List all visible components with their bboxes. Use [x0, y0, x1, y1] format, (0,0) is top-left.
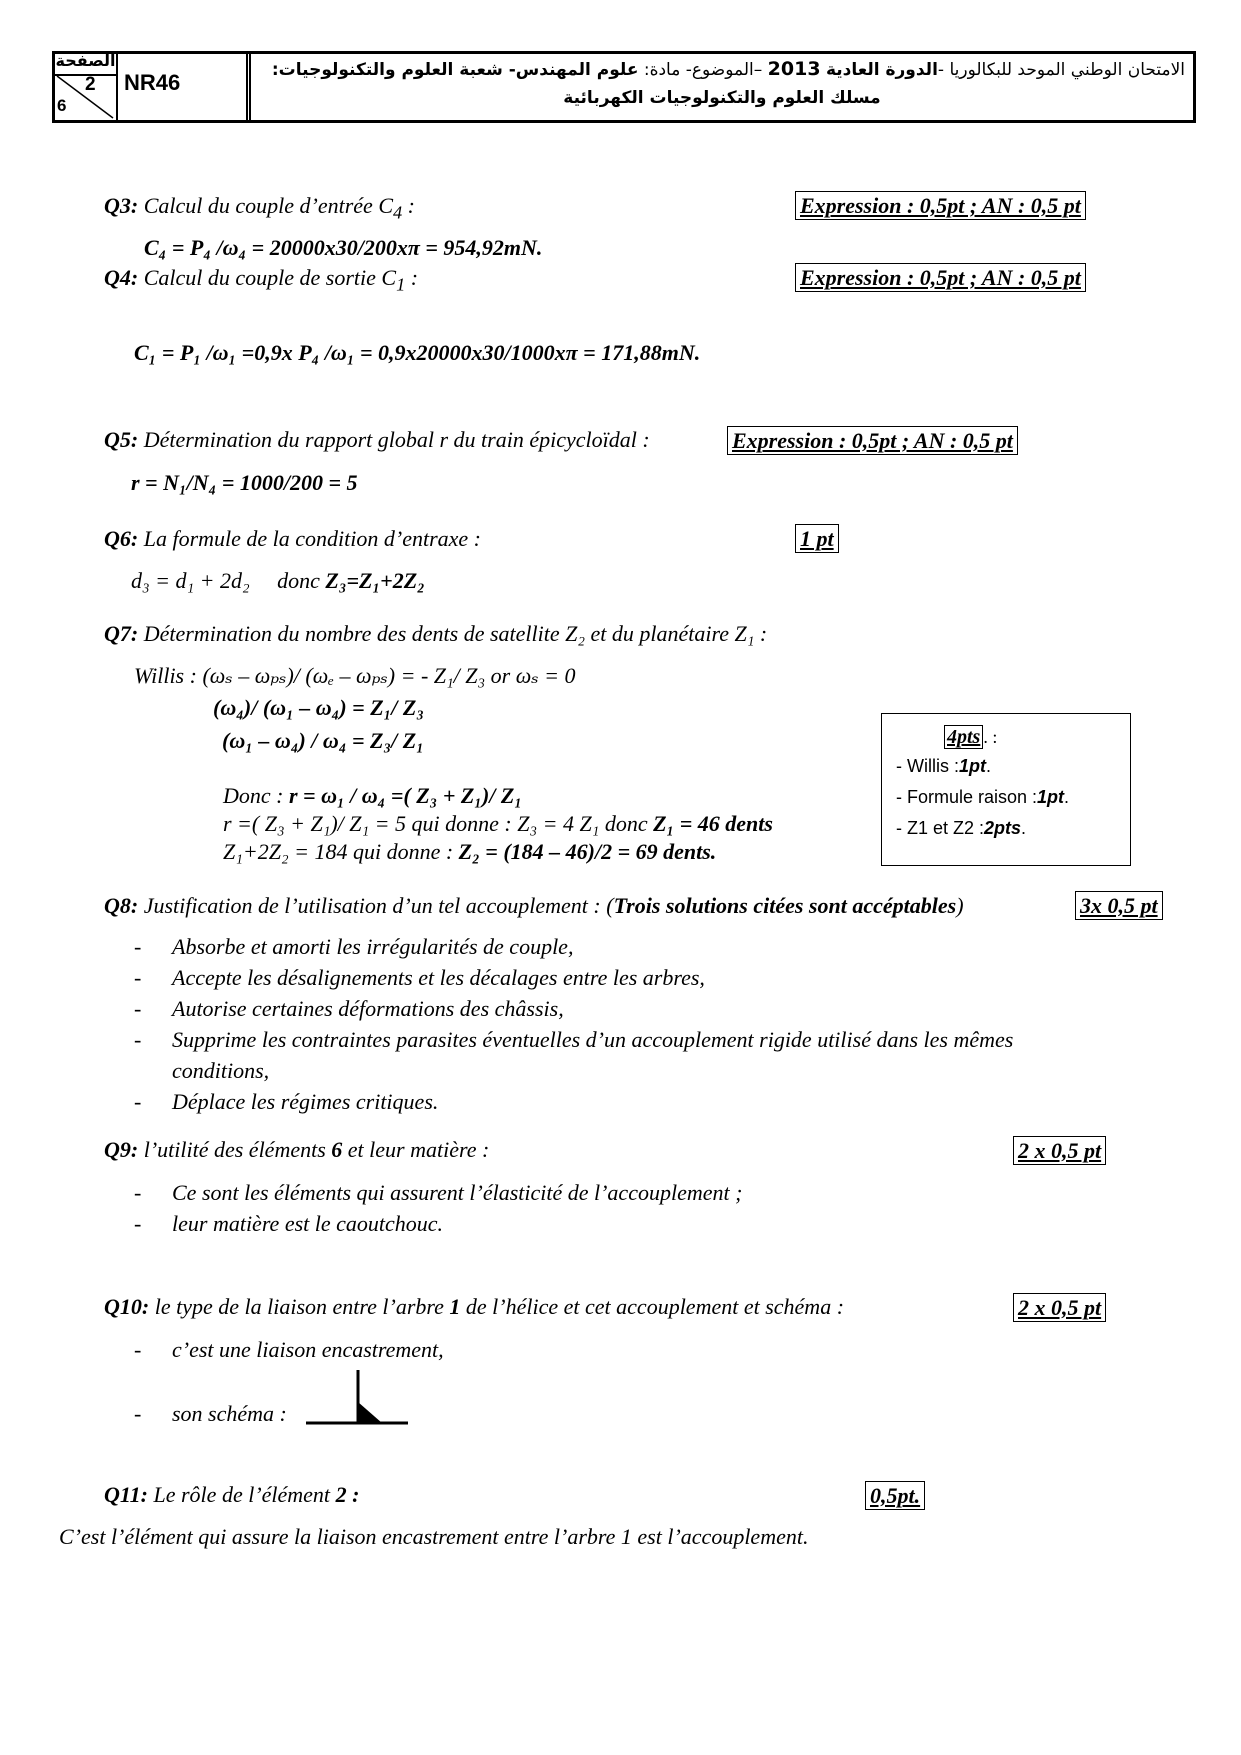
list-item-text: Ce sont les éléments qui assurent l’élasticité de l’accouplement ;	[172, 1180, 743, 1205]
q7-scoring-item	[896, 756, 991, 777]
list-item: - Supprime les contraintes parasites éventuelles d’un accouplement rigide utilisé dans les mêmes	[134, 1027, 1014, 1052]
q5-score-box: Expression : 0,5pt ; AN : 0,5 pt	[727, 426, 1018, 455]
title-session: الدورة العادية	[825, 60, 938, 80]
q7-line-r-b: Z₁ = 46 dents	[653, 811, 773, 836]
list-item-text: son schéma :	[172, 1401, 287, 1426]
q9-text-a: l’utilité des éléments	[138, 1137, 332, 1162]
q4-text: Calcul du couple de sortie C	[138, 265, 397, 290]
q7-donc-label: Donc :	[223, 783, 284, 808]
q7-line-z-a: Z₁+2Z₂ = 184 qui donne :	[223, 839, 454, 864]
q9-score-box: 2 x 0,5 pt	[1013, 1136, 1106, 1165]
q7-scoring-box	[881, 713, 1131, 866]
page-number-cell	[55, 54, 118, 120]
q6-number: Q6:	[104, 526, 139, 551]
q7-line-z	[223, 839, 716, 865]
exam-title-line2: مسلك العلوم والتكنولوجيات الكهربائية	[563, 88, 881, 108]
list-item-text: leur matière est le caoutchouc.	[172, 1211, 444, 1236]
q6-formula-a: d₃ = d₁ + 2d₂	[131, 568, 250, 593]
q9-bold: 6	[331, 1137, 343, 1162]
q3-sub: 4	[393, 202, 403, 223]
q9-text-b: et leur matière :	[342, 1137, 490, 1162]
title-part-a: الامتحان الوطني الموحد للبكالوريا -	[937, 60, 1185, 80]
q7-number: Q7:	[104, 621, 139, 646]
list-item: - Absorbe et amorti les irrégularités de couple,	[134, 934, 574, 959]
q6-question	[104, 526, 481, 552]
list-item: - Autorise certaines déformations des châssis,	[134, 996, 564, 1021]
q6-score-box: 1 pt	[795, 524, 839, 553]
list-item: - c’est une liaison encastrement,	[134, 1337, 444, 1362]
list-item-text: Absorbe et amorti les irrégularités de couple,	[172, 934, 574, 959]
q7-scoring-item	[896, 818, 1026, 839]
q5-text: Détermination du rapport global r du train épicycloïdal :	[138, 427, 650, 452]
q6-formula-b: donc	[277, 568, 320, 593]
page-total: 6	[57, 96, 67, 115]
q7-scoring-item-value: 1pt	[1037, 787, 1065, 807]
q8-bold: Trois solutions citées sont accéptables	[613, 893, 957, 918]
list-item-continuation: conditions,	[172, 1058, 270, 1083]
exam-title-line1	[272, 58, 1185, 80]
list-item-text: Accepte les désalignements et les décalages entre les arbres,	[172, 965, 705, 990]
q10-bold: 1	[449, 1294, 461, 1319]
q3-tail: :	[402, 193, 415, 218]
q10-score-box: 2 x 0,5 pt	[1013, 1293, 1106, 1322]
list-item: - leur matière est le caoutchouc.	[134, 1211, 444, 1236]
q4-formula: C₁ = P₁ /ω₁ =0,9x P₄ /ω₁ = 0,9x20000x30/1000xπ = 171,88mN.	[134, 340, 701, 365]
q5-question	[104, 427, 650, 453]
q7-scoring-item-label: - Willis :	[896, 756, 959, 776]
q6-formula	[131, 568, 425, 594]
q7-line-r-a: r =( Z₃ + Z₁)/ Z₁ = 5 qui donne : Z₃ = 4 Z₁ donc	[223, 811, 648, 836]
q8-question	[104, 893, 964, 919]
q7-scoring-item-value: 2pts	[984, 818, 1022, 838]
q7-scoring-item-tail: .	[1021, 818, 1027, 838]
page-label: الصفحة	[55, 52, 116, 76]
list-item-text: Autorise certaines déformations des châssis,	[172, 996, 564, 1021]
q7-donc-eq: r = ω₁ / ω₄ =( Z₃ + Z₁)/ Z₁	[288, 783, 523, 808]
page-num: 2	[85, 74, 96, 95]
q4-question	[104, 265, 418, 295]
q3-score-box: Expression : 0,5pt ; AN : 0,5 pt	[795, 191, 1086, 220]
exam-code: NR46	[124, 70, 181, 95]
q8-text: Justification de l’utilisation d’un tel accouplement : (	[138, 893, 614, 918]
q10-number: Q10:	[104, 1294, 150, 1319]
q7-scoring-title	[944, 726, 997, 749]
exam-header	[52, 51, 1196, 123]
exam-code-cell	[118, 54, 251, 120]
q7-willis: Willis : (ωₛ – ωₚₛ)/ (ωₑ – ωₚₛ) = - Z₁/ Z₃ or ωₛ = 0	[134, 663, 576, 688]
list-item: - son schéma :	[134, 1401, 287, 1426]
q4-tail: :	[405, 265, 419, 290]
q4-number: Q4:	[104, 265, 139, 290]
list-item: - Accepte les désalignements et les décalages entre les arbres,	[134, 965, 705, 990]
title-subject: علوم المهندس- شعبة العلوم والتكنولوجيات:	[271, 60, 639, 80]
q10-text-b: de l’hélice et cet accouplement et schéma :	[460, 1294, 845, 1319]
list-item-text: Supprime les contraintes parasites éventuelles d’un accouplement rigide utilisé dans les mêmes	[172, 1027, 1014, 1052]
q4-score-box: Expression : 0,5pt ; AN : 0,5 pt	[795, 263, 1086, 292]
q7-line-r	[223, 811, 773, 837]
q11-text-a: Le rôle de l’élément	[148, 1482, 336, 1507]
q7-line-z-b: Z₂ = (184 – 46)/2 = 69 dents.	[458, 839, 717, 864]
q7-text: Détermination du nombre des dents de satellite Z₂ et du planétaire Z₁ :	[138, 621, 768, 646]
q11-number: Q11:	[104, 1482, 148, 1507]
q3-formula: C₄ = P₄ /ω₄ = 20000x30/200xπ = 954,92mN.	[144, 235, 543, 260]
q7-scoring-item	[896, 787, 1069, 808]
q7-question	[104, 621, 767, 647]
title-part-c: –الموضوع- مادة:	[643, 60, 763, 80]
q11-score-box: 0,5pt.	[865, 1481, 925, 1510]
list-item-text: Déplace les régimes critiques.	[172, 1089, 439, 1114]
q7-scoring-item-label: - Formule raison :	[896, 787, 1038, 807]
q4-sub: 1	[396, 274, 406, 295]
embedding-joint-symbol	[304, 1368, 410, 1426]
q7-scoring-total: 4pts	[944, 725, 983, 749]
list-item-text: c’est une liaison encastrement,	[172, 1337, 444, 1362]
list-item: - Déplace les régimes critiques.	[134, 1089, 439, 1114]
q7-scoring-item-tail: .	[985, 756, 991, 776]
q7-scoring-item-value: 1pt	[958, 756, 986, 776]
q10-question	[104, 1294, 844, 1320]
q3-number: Q3:	[104, 193, 139, 218]
q3-text: Calcul du couple d’entrée C	[138, 193, 393, 218]
q11-bold: 2 :	[335, 1482, 360, 1507]
q8-number: Q8:	[104, 893, 139, 918]
q6-formula-c: Z₃=Z₁+2Z₂	[325, 568, 425, 593]
q5-formula: r = N₁/N₄ = 1000/200 = 5	[131, 470, 358, 495]
q8-tail: )	[956, 893, 964, 918]
q3-question	[104, 193, 415, 223]
q7-donc	[223, 783, 522, 809]
q9-question	[104, 1137, 489, 1163]
title-year: 2013	[767, 58, 821, 80]
q7-eq2: (ω₁ – ω₄) / ω₄ = Z₃/ Z₁	[222, 728, 424, 753]
q8-score-box: 3x 0,5 pt	[1075, 891, 1163, 920]
q7-eq1: (ω₄)/ (ω₁ – ω₄) = Z₁/ Z₃	[213, 695, 425, 720]
q6-text: La formule de la condition d’entraxe :	[138, 526, 481, 551]
q5-number: Q5:	[104, 427, 139, 452]
q11-answer: C’est l’élément qui assure la liaison encastrement entre l’arbre 1 est l’accouplement.	[59, 1524, 809, 1549]
q9-number: Q9:	[104, 1137, 139, 1162]
exam-title-cell	[251, 54, 1193, 120]
q11-question	[104, 1482, 359, 1508]
list-item: - Ce sont les éléments qui assurent l’élasticité de l’accouplement ;	[134, 1180, 743, 1205]
q7-scoring-title-tail: . :	[983, 727, 998, 747]
q7-scoring-item-tail: .	[1064, 787, 1070, 807]
q7-scoring-item-label: - Z1 et Z2 :	[896, 818, 985, 838]
q10-text-a: le type de la liaison entre l’arbre	[149, 1294, 450, 1319]
